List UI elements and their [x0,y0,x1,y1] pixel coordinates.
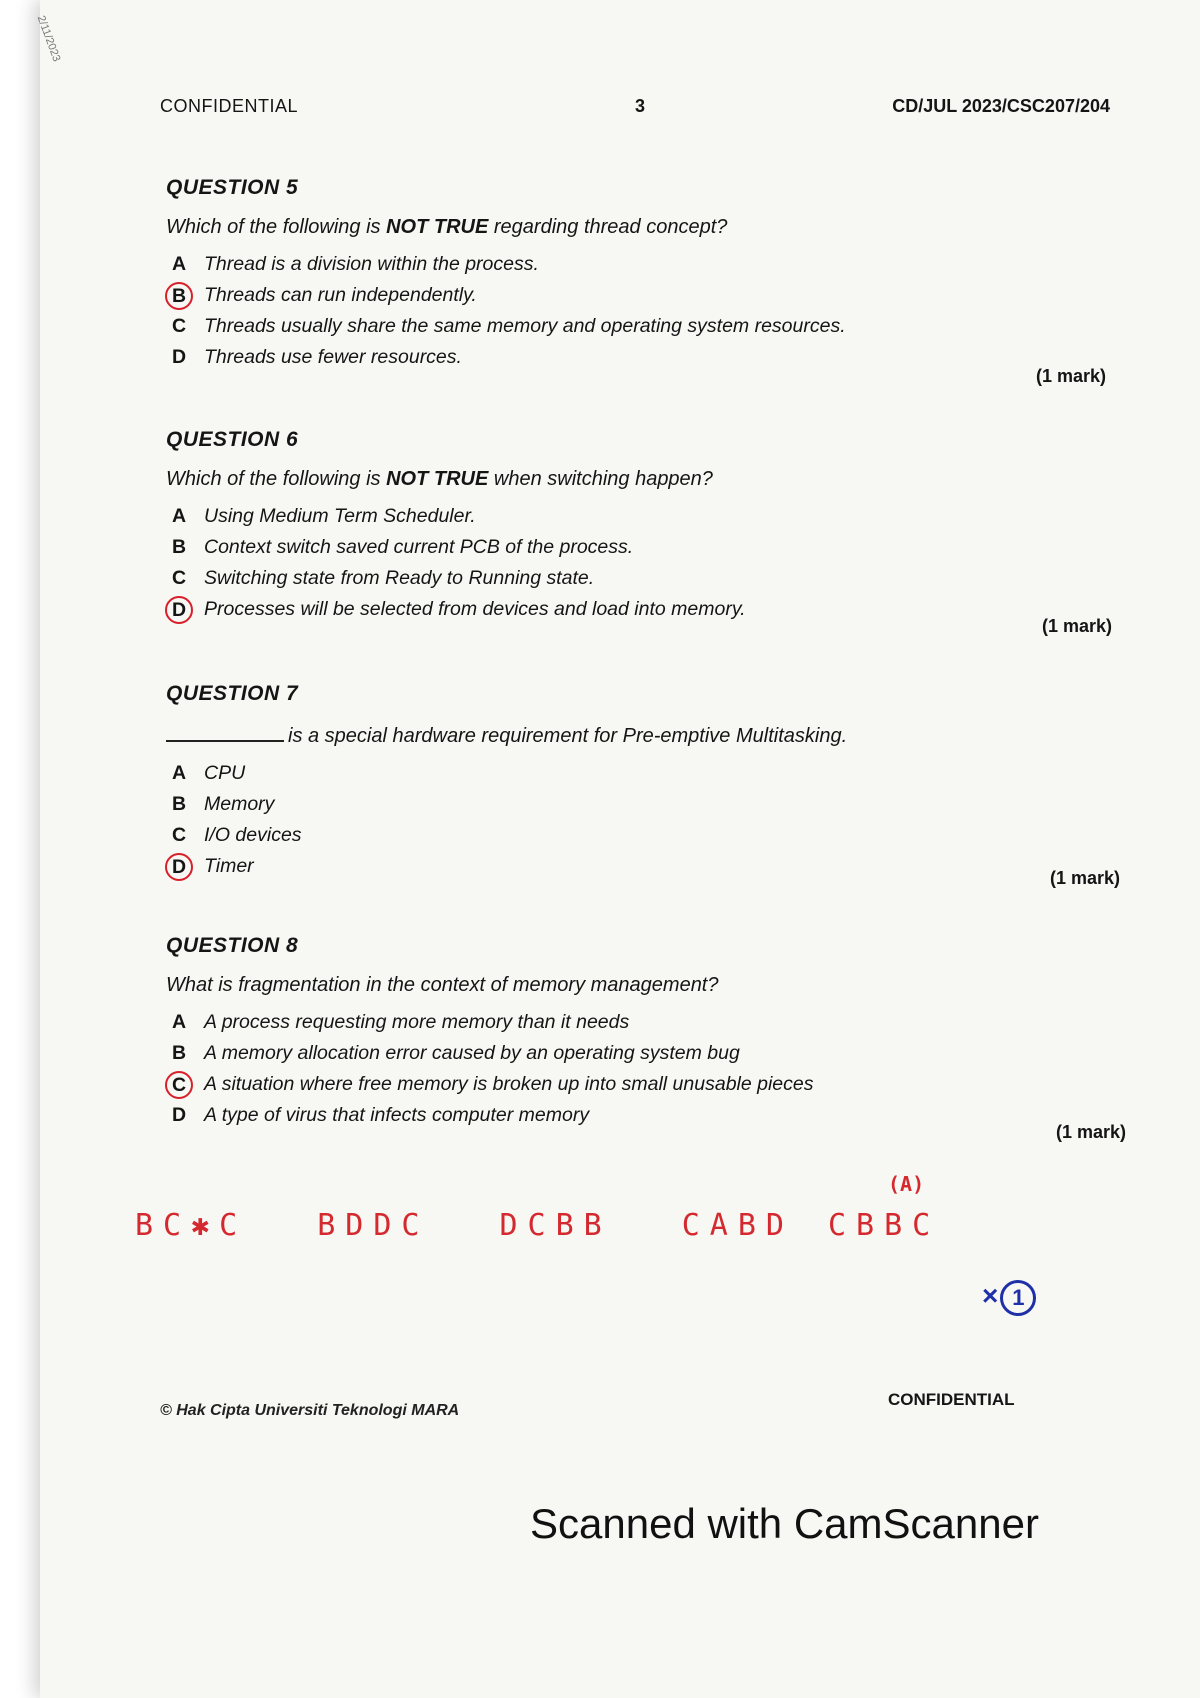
option-text: A process requesting more memory than it needs [204,1011,630,1033]
option-b[interactable] [166,789,1106,820]
score-value: 1 [1000,1280,1036,1316]
question-title: QUESTION 8 [166,934,299,957]
option-c[interactable] [166,820,1106,851]
option-text: Thread is a division within the process. [204,253,539,275]
option-c[interactable] [166,1069,1106,1100]
option-d[interactable] [166,1100,1106,1131]
stem-emphasis: NOT TRUE [386,216,489,238]
option-d[interactable] [166,851,1106,882]
option-text: A type of virus that infects computer memory [204,1104,590,1126]
option-a[interactable] [166,1007,1106,1038]
question-6 [166,428,1112,648]
question-title: QUESTION 6 [166,428,299,451]
answer-group: BC✱C [135,1208,248,1243]
footer-confidential: CONFIDENTIAL [888,1390,1015,1409]
option-letter: C [171,567,187,589]
option-b[interactable] [166,1038,1106,1069]
handwritten-answers [135,1208,940,1243]
answer-blank [166,722,284,742]
option-letter-circled: B [165,282,193,310]
stem-emphasis: NOT TRUE [386,468,489,490]
answer-group: DCBB [499,1208,612,1243]
footer-copyright: © Hak Cipta Universiti Teknologi MARA [160,1402,460,1419]
option-letter: D [171,1104,187,1126]
stem-text: Which of the following is [166,468,387,490]
option-c[interactable] [166,563,1106,594]
stem-text: is a special hardware requirement for Pre-emptive Multitasking. [288,725,848,747]
question-stem [166,468,1106,491]
handwritten-note: (A) [888,1172,925,1196]
exam-code: CD/JUL 2023/CSC207/204 [892,96,1110,116]
option-text: A memory allocation error caused by an operating system bug [204,1042,740,1064]
question-stem [166,216,1106,239]
option-letter: D [171,346,187,368]
question-8 [166,934,1126,1154]
option-d[interactable] [166,342,1106,373]
stem-text: regarding thread concept? [488,216,728,238]
mark-label: (1 mark) [1035,366,1106,386]
option-text: CPU [204,762,246,784]
answer-group: CBBC [828,1208,941,1243]
option-letter: A [171,253,187,275]
option-letter: C [171,824,187,846]
stem-text: when switching happen? [488,468,713,490]
option-a[interactable] [166,249,1106,280]
mark-label: (1 mark) [1049,868,1120,888]
option-b[interactable] [166,532,1106,563]
option-letter: B [171,536,187,558]
mark-label: (1 mark) [1041,616,1112,636]
question-stem [166,974,1106,997]
header-confidential: CONFIDENTIAL [160,96,299,116]
option-text: Context switch saved current PCB of the process. [204,536,634,558]
option-text: Threads usually share the same memory and operating system resources. [204,315,846,337]
stem-text: What is fragmentation in the context of memory management? [166,974,719,996]
option-letter: B [171,1042,187,1064]
option-a[interactable] [166,758,1106,789]
stem-text: Which of the following is [166,216,387,238]
option-letter: C [171,315,187,337]
option-text: Switching state from Ready to Running state. [204,567,595,589]
option-d[interactable] [166,594,1106,625]
question-title: QUESTION 7 [166,682,299,705]
option-text: Using Medium Term Scheduler. [204,505,476,527]
option-text: Threads can run independently. [204,284,477,306]
option-text: Timer [204,855,254,877]
camscanner-watermark: Scanned with CamScanner [530,1500,1039,1547]
mark-label: (1 mark) [1055,1122,1126,1142]
option-text: A situation where free memory is broken up into small unusable pieces [204,1073,814,1095]
answer-group: BDDC [317,1208,430,1243]
question-stem [166,722,1106,748]
option-a[interactable] [166,501,1106,532]
option-text: Threads use fewer resources. [204,346,462,368]
option-text: I/O devices [204,824,302,846]
edge-stamp: 2/11/2023 [34,14,63,64]
option-text: Processes will be selected from devices and load into memory. [204,598,746,620]
option-letter-circled: C [165,1071,193,1099]
option-letter: A [171,505,187,527]
question-5 [166,176,1106,396]
page-number: 3 [635,96,646,116]
answer-group: CABD [681,1208,794,1243]
score-mark [982,1280,1036,1316]
cross-icon: × [982,1280,999,1311]
option-letter: B [171,793,187,815]
page-header [160,96,1110,122]
option-text: Memory [204,793,275,815]
option-b[interactable] [166,280,1106,311]
question-7 [166,682,1120,902]
option-c[interactable] [166,311,1106,342]
option-letter: A [171,1011,187,1033]
option-letter-circled: D [165,596,193,624]
option-letter: A [171,762,187,784]
question-title: QUESTION 5 [166,176,299,199]
option-letter-circled: D [165,853,193,881]
